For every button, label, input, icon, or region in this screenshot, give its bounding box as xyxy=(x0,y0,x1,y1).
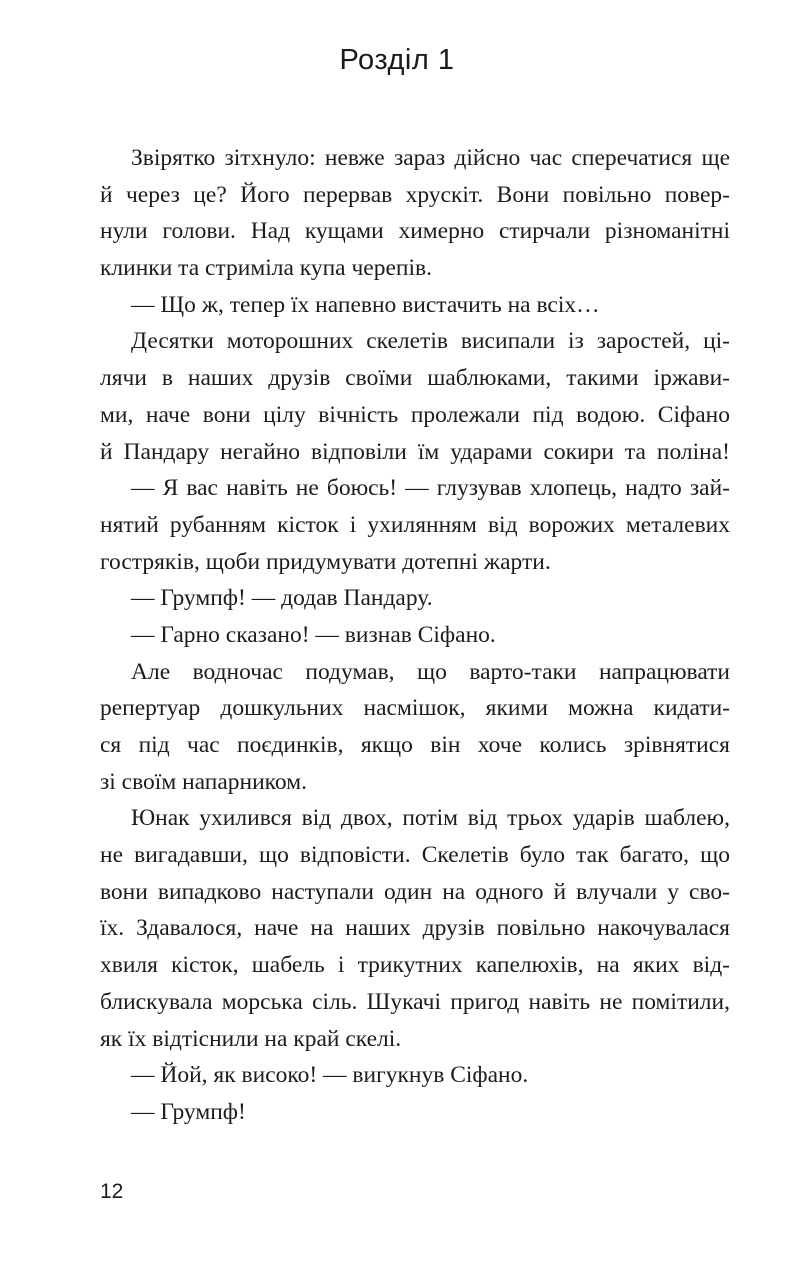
text-line: — Грумпф! — додав Пандару. xyxy=(131,585,433,612)
text-line: — Грумпф! xyxy=(131,1098,246,1125)
body-text xyxy=(100,140,730,1131)
text-line: як їх відтіснили на край скелі. xyxy=(100,1025,402,1052)
text-line: й Пандару негайно відповіли їм ударами сокири та поліна! xyxy=(100,438,730,465)
text-line: ся під час поєдинків, якщо він хоче колись зрівнятися xyxy=(100,732,730,758)
text-line: — Я вас навіть не боюсь! — глузував хлопець, надто зай- xyxy=(131,475,730,502)
text-line: — Йой, як високо! — вигукнув Сіфано. xyxy=(131,1062,529,1089)
text-line: гостряків, щоби придумувати дотепні жарти. xyxy=(100,548,551,575)
text-line: й через це? Його перервав хрускіт. Вони повільно повер- xyxy=(100,181,730,208)
text-line: Звірятко зітхнуло: невже зараз дійсно час сперечатися ще xyxy=(131,145,730,171)
chapter-title: Розділ 1 xyxy=(339,44,455,76)
text-line: зі своїм напарником. xyxy=(100,768,307,795)
text-line: не вигадавши, що відповісти. Скелетів було так багато, що xyxy=(100,842,730,869)
text-line: Юнак ухилився від двох, потім від трьох ударів шаблею, xyxy=(131,805,730,832)
text-line: їх. Здавалося, наче на наших друзів повільно накочувалася xyxy=(100,915,730,942)
text-line: ми, наче вони цілу вічність пролежали під водою. Сіфано xyxy=(100,401,730,428)
text-line: Але водночас подумав, що варто-таки напрацювати xyxy=(131,658,730,685)
text-line: вони випадково наступали один на одного й влучали у сво- xyxy=(100,878,730,905)
text-line: — Що ж, тепер їх напевно вистачить на всіх… xyxy=(131,291,600,318)
text-line: клинки та стриміла купа черепів. xyxy=(100,255,432,282)
text-line: Десятки моторошних скелетів висипали із заростей, ці- xyxy=(131,328,730,355)
text-line: нули голови. Над кущами химерно стирчали різноманітні xyxy=(100,218,730,245)
page-number: 12 xyxy=(100,1180,124,1203)
text-line: — Гарно сказано! — визнав Сіфано. xyxy=(131,621,496,648)
text-line: блискувала морська сіль. Шукачі пригод навіть не помітили, xyxy=(100,988,730,1015)
text-line: хвиля кісток, шабель і трикутних капелюхів, на яких від- xyxy=(100,952,730,979)
text-line: лячи в наших друзів своїми шаблюками, такими іржави- xyxy=(100,365,730,392)
text-line: репертуар дошкульних насмішок, якими можна кидати- xyxy=(100,695,730,722)
text-line: нятий рубанням кісток і ухилянням від ворожих металевих xyxy=(100,511,730,538)
